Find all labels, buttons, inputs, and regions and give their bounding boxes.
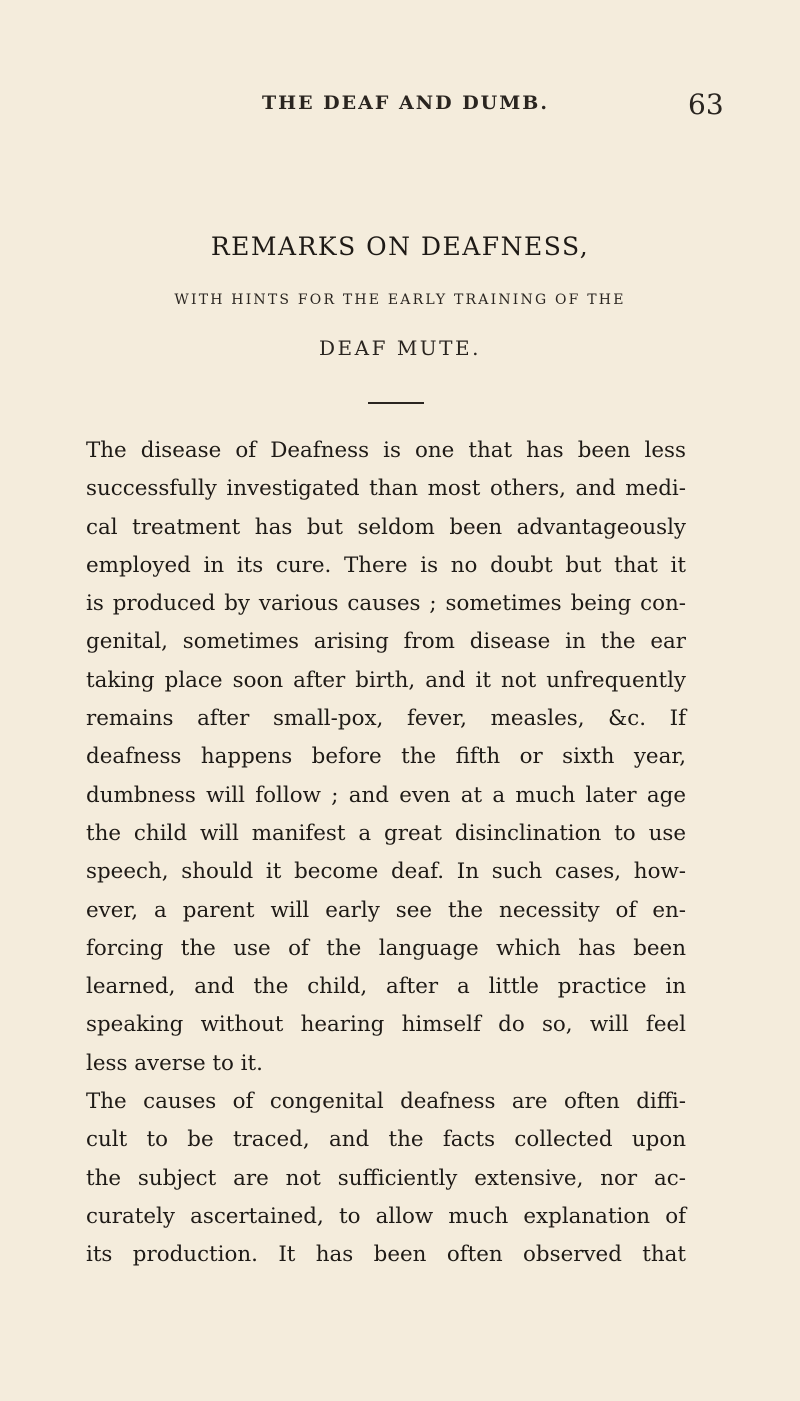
text-line: remains after small-pox, fever, measles, &c. If (86, 706, 686, 732)
text-line: The causes of congenital deafness are often diffi- (86, 1089, 686, 1115)
text-line: deafness happens before the fifth or sixth year, (86, 744, 686, 770)
text-line: cal treatment has but seldom been advantageously (86, 514, 686, 540)
page-number: 63 (688, 88, 724, 121)
text-line: The disease of Deafness is one that has been less (86, 438, 686, 463)
text-line: taking place soon after birth, and it not unfrequently (86, 667, 686, 693)
text-line: ever, a parent will early see the necessity of en- (86, 897, 686, 923)
body-text (86, 432, 686, 1275)
text-line: the subject are not sufficiently extensive, nor ac- (86, 1165, 686, 1191)
text-line: genital, sometimes arising from disease in the ear (86, 629, 686, 655)
chapter-title: REMARKS ON DEAFNESS, (210, 232, 590, 261)
text-line: is produced by various causes ; sometimes being con- (86, 591, 686, 617)
text-line: the child will manifest a great disinclination to use (86, 820, 686, 846)
text-line: cult to be traced, and the facts collected upon (86, 1127, 686, 1153)
running-head: THE DEAF AND DUMB. (262, 92, 549, 114)
text-line: successfully investigated than most others, and medi- (86, 476, 686, 502)
chapter-subtitle: WITH HINTS FOR THE EARLY TRAINING OF THE (174, 292, 626, 308)
text-line: forcing the use of the language which has been (86, 935, 686, 961)
text-line: less averse to it. (86, 1050, 263, 1076)
text-line: dumbness will follow ; and even at a much later age (86, 782, 686, 808)
text-line: employed in its cure. There is no doubt but that it (86, 552, 686, 578)
chapter-subtitle-continued: DEAF MUTE. (319, 336, 481, 360)
text-line: its production. It has been often observed that (86, 1242, 686, 1268)
section-rule (368, 402, 424, 404)
text-line: speaking without hearing himself do so, will feel (86, 1012, 686, 1038)
text-line: learned, and the child, after a little practice in (86, 974, 686, 1000)
text-line: speech, should it become deaf. In such cases, how- (86, 859, 686, 885)
text-line: curately ascertained, to allow much explanation of (86, 1203, 686, 1229)
